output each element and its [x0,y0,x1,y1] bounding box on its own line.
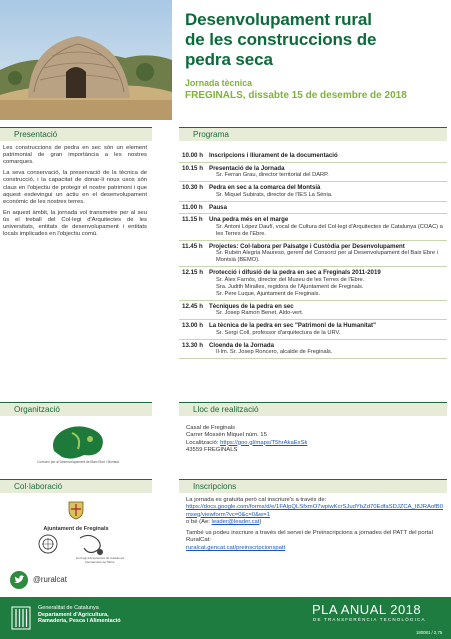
lloc-heading: Lloc de realització [193,405,259,414]
program-row [179,182,447,202]
program-title: Presentació de la Jornada [209,164,285,172]
presentacio-paragraph: Les construccions de pedra en sec són un element patrimonial de gran importància a les nostres comarques. [3,145,147,166]
consorci-logo [32,421,124,473]
program-speaker: Sr. Pere Luque, Ajuntament de Freginals. [216,290,321,297]
lloc-location [186,440,444,447]
lloc-line: Carrer Mossèn Miquel núm. 15 [186,432,267,439]
consorci-caption: Consorci per al Desenvolupament del Baix Ebre i Montsià [37,460,119,464]
program-title: Inscripcions i lliurament de la documentació [209,152,338,159]
localitzacio-label: Localització: [186,439,221,446]
plan-title: PLA ANUAL 2018 [312,602,422,617]
inscripcions-line1: La jornada es gratuïta però cal inscriure's a través de: [186,497,327,503]
maps-link[interactable]: https://goo.gl/maps/T5hrAkaExSk [220,439,308,446]
dry-stone-hut-photo [0,0,172,120]
generalitat-line: Departament d'Agricultura, [38,611,109,618]
inscripcions-line2: També us podeu inscriure a través del servei de Preinscripcions a jornades del PATT del portal RuralCat: [186,530,433,544]
program-title: Pedra en sec a la comarca del Montsià [209,184,321,191]
plan-subtitle: DE TRANSFERÈNCIA TECNOLÒGICA [313,617,426,622]
program-speaker: Il·lm. Sr. Josep Roncero, alcalde de Freginals. [216,349,333,355]
program-body [209,322,447,337]
program-speaker: Sr. Àlex Farnós, director del Museu de les Terres de l'Ebre. [216,276,365,283]
program-time: 13.00 h [182,322,203,329]
main-title [185,10,447,70]
program-time: 11.00 h [182,203,203,211]
lloc-postal: 43559 FREGINALS [186,446,238,453]
program-body [209,184,447,199]
ajuntament-name: Ajuntament de Freginals [43,526,109,532]
lloc-details [186,425,444,454]
program-speaker: Sr. Sergi Coll, professor d'arquitectura de la URV. [216,329,341,336]
program-title: Tècniques de la pedra en sec [209,302,294,310]
program-row [179,340,447,360]
title-line-1: Desenvolupament rural [185,10,372,29]
program-row [179,163,447,183]
coac-caption: Col·legi d'Arquitectes de Catalunya Demarcació de l'Ebre [75,556,125,564]
program-speaker: Sra. Judith Miralles, regidora de l'Ajuntament de Freginals. [216,283,364,290]
program-row [179,320,447,340]
program-body [209,303,447,318]
program-row [179,214,447,241]
title-block [185,10,447,102]
inscripcions-heading: Inscripcions [193,482,237,491]
ajuntament-logo [36,500,116,532]
program-body [209,204,447,212]
inscripcions-header [179,479,447,493]
collaboracio-header [0,479,152,493]
program-speaker: Sr. Miquel Subirats, director de l'IES La Sénia. [216,191,333,198]
lloc-header [179,402,447,416]
presentacio-text [3,145,147,242]
event-date: FREGINALS, dissabte 15 de desembre de 2018 [185,90,407,101]
program-body [209,342,447,357]
ruralcat-link[interactable]: ruralcat.gencat.cat/preinscripcionspatt [186,544,286,551]
pla-anual-logo [312,603,426,623]
program-row [179,150,447,163]
email-link[interactable]: leader@leader.cat [211,518,260,525]
program-time: 12.45 h [182,302,203,310]
program-time: 10.30 h [182,184,203,191]
programa-header [179,127,447,141]
organitzacio-heading: Organització [14,405,60,414]
inscripcions-details [186,497,444,552]
presentacio-heading: Presentació [14,130,58,139]
presentacio-paragraph: La seva conservació, la preservació de la tècnica de construcció, i la capacitat de donar-li nous usos són claus en l'objectiu de protegir el nostre patrimoni i que aquest esdevingui un actiu en el desenvolupament econòmic de les nostres terres. [3,170,147,205]
email-prefix: o bé (Ae: [186,518,212,525]
generalitat-line: Generalitat de Catalunya [38,605,99,611]
program-row [179,301,447,321]
program-speaker: Sr. Rubén Alegria Maureso, gerent del Consorci per al Desenvolupament del Baix Ebre i Montsià (BEMO). [216,250,438,263]
presentacio-paragraph: En aquest àmbit, la jornada vol transmetre per al seu ús el treball del Col·legi d'Arquitectes de les universitats, entitats de desenvolupament i entitats locals implicades en l'objectiu comú. [3,209,147,238]
program-body [209,269,447,298]
program-row [179,202,447,215]
document-code: 180081 / 2,75 [416,630,443,635]
program-body [209,165,447,180]
program-title: Una pedra més en el marge [209,216,289,223]
twitter-handle[interactable]: @ruralcat [33,575,67,584]
presentacio-header [0,127,152,141]
program-time: 11.15 h [182,216,203,223]
collaboracio-heading: Col·laboració [14,482,63,491]
program-title: Pausa [209,203,227,211]
email-suffix: ) [259,518,262,525]
program-row [179,241,447,268]
generalitat-line: Ramaderia, Pesca i Alimentació [38,618,121,625]
coat-of-arms-icon [66,500,86,520]
lloc-line: Casal de Freginals [186,425,236,431]
hero-header [0,0,451,126]
programa-heading: Programa [193,130,229,139]
generalitat-text [38,605,121,625]
program-time: 10.00 h [182,152,203,159]
program-title: Cloenda de la Jornada [209,341,275,349]
organitzacio-header [0,402,152,416]
generalitat-logo-icon [10,605,32,631]
program-row [179,267,447,301]
program-body [209,216,447,238]
program-speaker: Sr. Josep Ramon Benet, Aldo-vert. [216,310,304,316]
form-link[interactable]: https://docs.google.com/forms/d/e/1FAIpQLSfxmO7wpiwKcrSJudYbZd70EdfaSDJZCA_I8JRAofB0mseg/viewform?vc=0&c=0&w=1 [186,504,444,518]
program-speaker: Sr. Ferran Grau, director territorial del DARP. [216,172,329,178]
program-title: Protecció i difusió de la pedra en sec a Freginals 2011-2019 [209,269,381,276]
program-time: 12.15 h [182,269,203,276]
program-time: 11.45 h [182,242,203,250]
program-list [179,150,447,359]
program-speaker: Sr. Antoni López Daufí, vocal de Cultura del Col·legi d'Arquitectes de Catalunya (COAC) a les Terres de l'Ebre. [216,223,443,237]
program-body [209,152,447,160]
program-time: 10.15 h [182,164,203,172]
twitter-bird-icon[interactable] [10,571,28,589]
email-line [186,519,444,526]
program-title: Projectes: Col·labora per Paisatge i Custòdia per Desenvolupament [209,242,405,250]
program-title: La tècnica de la pedra en sec "Patrimoni de la Humanitat" [209,322,376,329]
program-time: 13.30 h [182,341,203,349]
title-line-2: de les construccions de [185,30,377,49]
title-line-3: pedra seca [185,50,273,69]
program-body [209,243,447,265]
event-type: Jornada tècnica [185,78,252,88]
